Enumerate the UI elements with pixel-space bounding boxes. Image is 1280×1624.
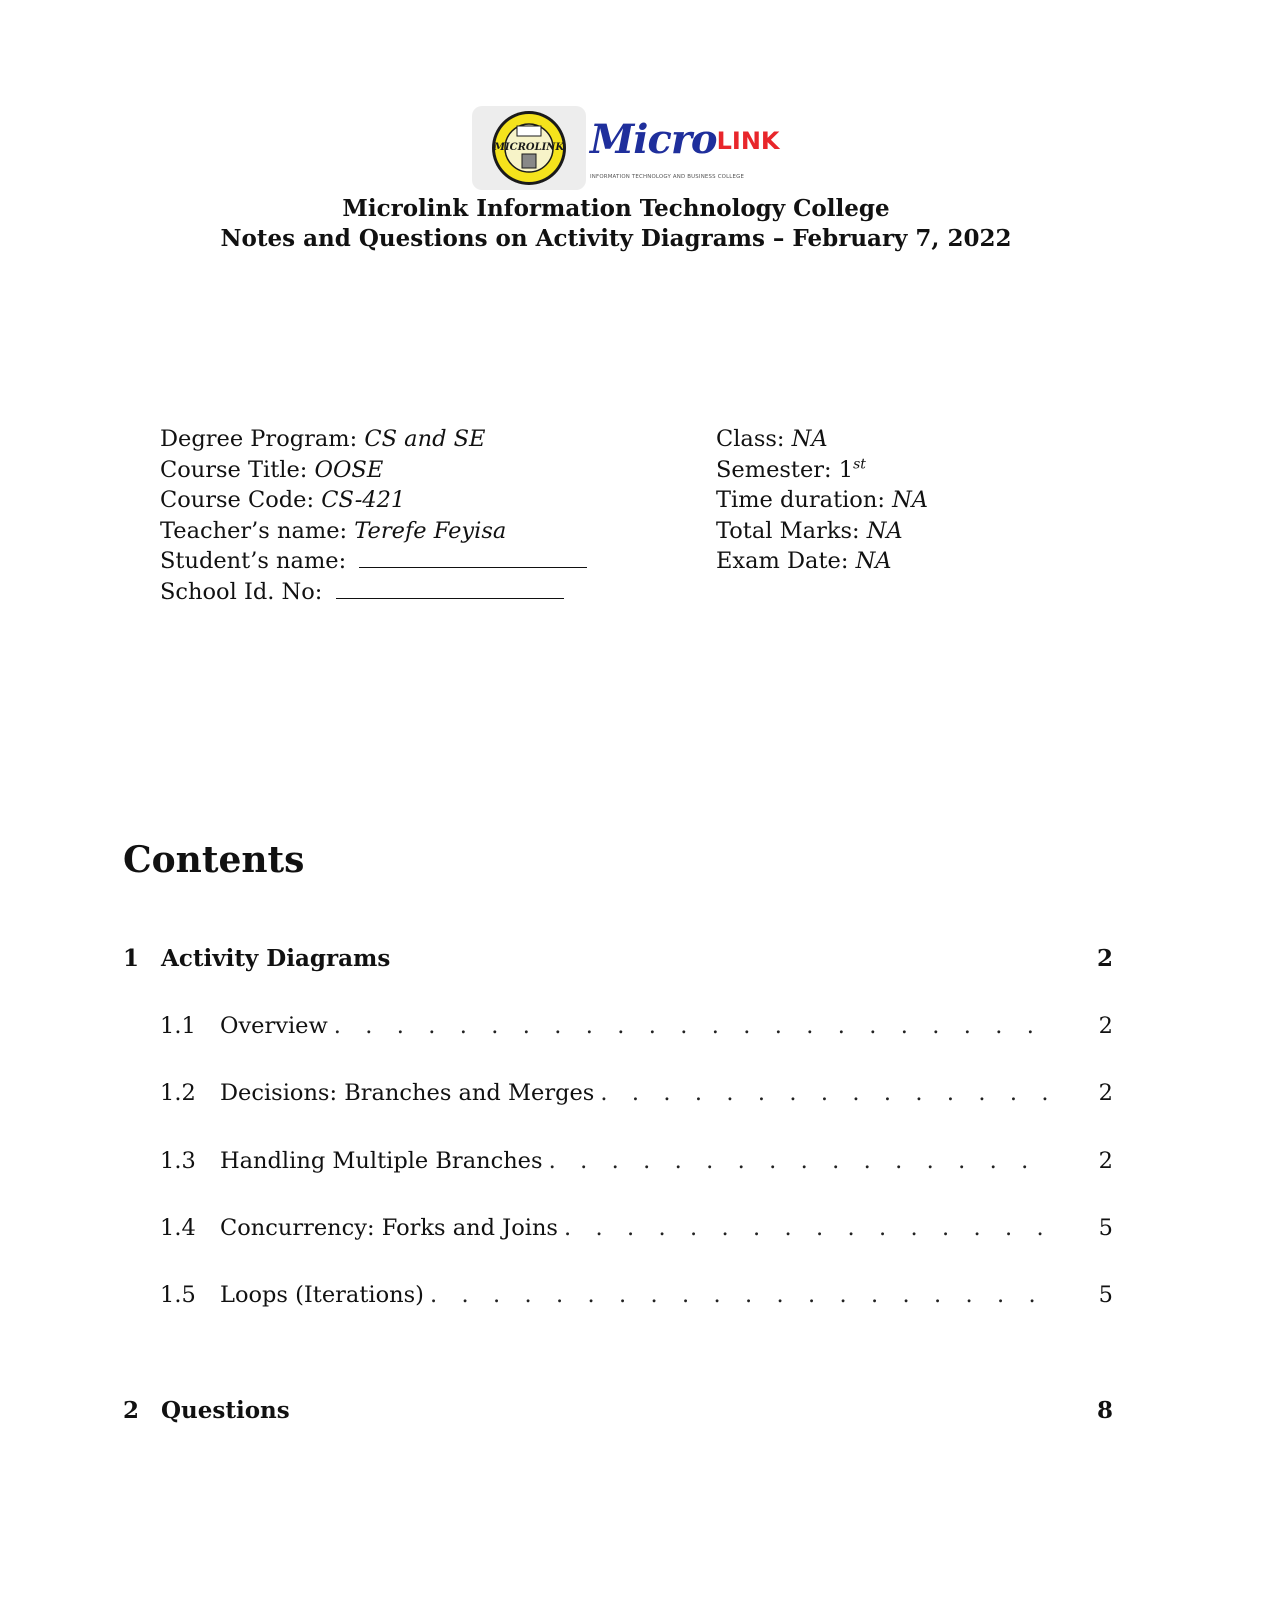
college-seal-logo: [472, 106, 586, 190]
info-label: Student’s name:: [160, 548, 354, 575]
info-teacher-name: [160, 516, 640, 547]
document-subtitle: Notes and Questions on Activity Diagrams – February 7, 2022: [220, 225, 1012, 252]
info-value: NA: [855, 548, 892, 575]
info-school-id: [160, 577, 640, 608]
toc-subsection-page: 2: [1098, 1148, 1113, 1174]
info-value: NA: [892, 487, 929, 514]
course-info-right: [716, 424, 1116, 577]
info-label: Exam Date:: [716, 548, 856, 575]
toc-subsection-page: 5: [1098, 1282, 1113, 1308]
toc-subsection-1-3[interactable]: [160, 1146, 1113, 1176]
info-label: Total Marks:: [716, 517, 867, 544]
document-header: [0, 194, 1232, 254]
info-value: OOSE: [314, 456, 384, 483]
toc-dot-leader: [600, 1078, 1053, 1108]
info-value: NA: [791, 426, 828, 452]
wordmark-link: LINK: [716, 127, 780, 155]
toc-section-number: 2: [123, 1397, 140, 1424]
toc-subsection-1-5[interactable]: [160, 1280, 1113, 1310]
info-label: School Id. No:: [160, 578, 330, 605]
info-label: Teacher’s name:: [160, 517, 355, 544]
toc-subsection-title: Decisions: Branches and Merges: [220, 1078, 600, 1108]
info-course-title: [160, 455, 640, 486]
toc-dot-leader: [334, 1011, 1053, 1041]
toc-subsection-page: 2: [1098, 1080, 1113, 1106]
wordmark-micro: Micro: [590, 116, 717, 163]
toc-subsection-title: Overview: [220, 1011, 334, 1041]
info-degree-program: [160, 424, 640, 455]
info-value: 1: [838, 456, 854, 483]
info-value: NA: [866, 517, 903, 544]
toc-subsection-1-4[interactable]: [160, 1213, 1113, 1243]
seal-emblem-icon: [490, 108, 568, 188]
toc-subsection-number: 1.2: [160, 1080, 196, 1106]
info-value: Terefe Feyisa: [354, 517, 507, 544]
info-exam-date: [716, 546, 1116, 577]
toc-section-page: 2: [1096, 945, 1113, 972]
info-superscript: st: [853, 456, 866, 473]
seal-text: MICROLINK: [493, 142, 565, 153]
info-label: Time duration:: [716, 487, 893, 514]
toc-dot-leader: [549, 1146, 1053, 1176]
info-value: CS and SE: [364, 426, 486, 452]
school-id-blank-line[interactable]: [336, 580, 564, 599]
info-label: Course Title:: [160, 456, 315, 483]
toc-dot-leader: [564, 1213, 1053, 1243]
toc-subsection-1-2[interactable]: [160, 1078, 1113, 1108]
institution-name: Microlink Information Technology College: [342, 195, 890, 222]
info-value: CS-421: [321, 487, 406, 514]
toc-subsection-page: 2: [1098, 1013, 1113, 1039]
toc-section-title: Questions: [161, 1397, 290, 1424]
info-time-duration: [716, 485, 1116, 516]
course-info-left: [160, 424, 640, 608]
toc-subsection-number: 1.5: [160, 1282, 196, 1308]
info-class: [716, 424, 1116, 455]
info-total-marks: [716, 516, 1116, 547]
info-label: Course Code:: [160, 487, 322, 514]
college-logos: [472, 106, 780, 190]
toc-subsection-number: 1.4: [160, 1215, 196, 1241]
toc-section-number: 1: [123, 945, 140, 972]
toc-subsection-1-1[interactable]: [160, 1011, 1113, 1041]
info-semester: [716, 455, 1116, 486]
wordmark-tagline: INFORMATION TECHNOLOGY AND BUSINESS COLLEGE: [590, 174, 745, 180]
toc-subsection-number: 1.3: [160, 1148, 196, 1174]
toc-section-title: Activity Diagrams: [161, 945, 391, 972]
toc-subsection-page: 5: [1098, 1215, 1113, 1241]
info-label: Semester:: [716, 456, 839, 483]
toc-subsection-number: 1.1: [160, 1013, 196, 1039]
toc-subsection-title: Loops (Iterations): [220, 1280, 430, 1310]
microlink-wordmark-logo: [590, 110, 780, 190]
toc-subsection-title: Handling Multiple Branches: [220, 1146, 549, 1176]
info-student-name: [160, 546, 640, 577]
toc-subsection-title: Concurrency: Forks and Joins: [220, 1213, 564, 1243]
info-course-code: [160, 485, 640, 516]
toc-section-page: 8: [1096, 1397, 1113, 1424]
contents-heading: Contents: [123, 839, 305, 881]
info-label: Class:: [716, 426, 792, 452]
student-name-blank-line[interactable]: [359, 549, 587, 568]
toc-dot-leader: [430, 1280, 1053, 1310]
info-label: Degree Program:: [160, 426, 365, 452]
